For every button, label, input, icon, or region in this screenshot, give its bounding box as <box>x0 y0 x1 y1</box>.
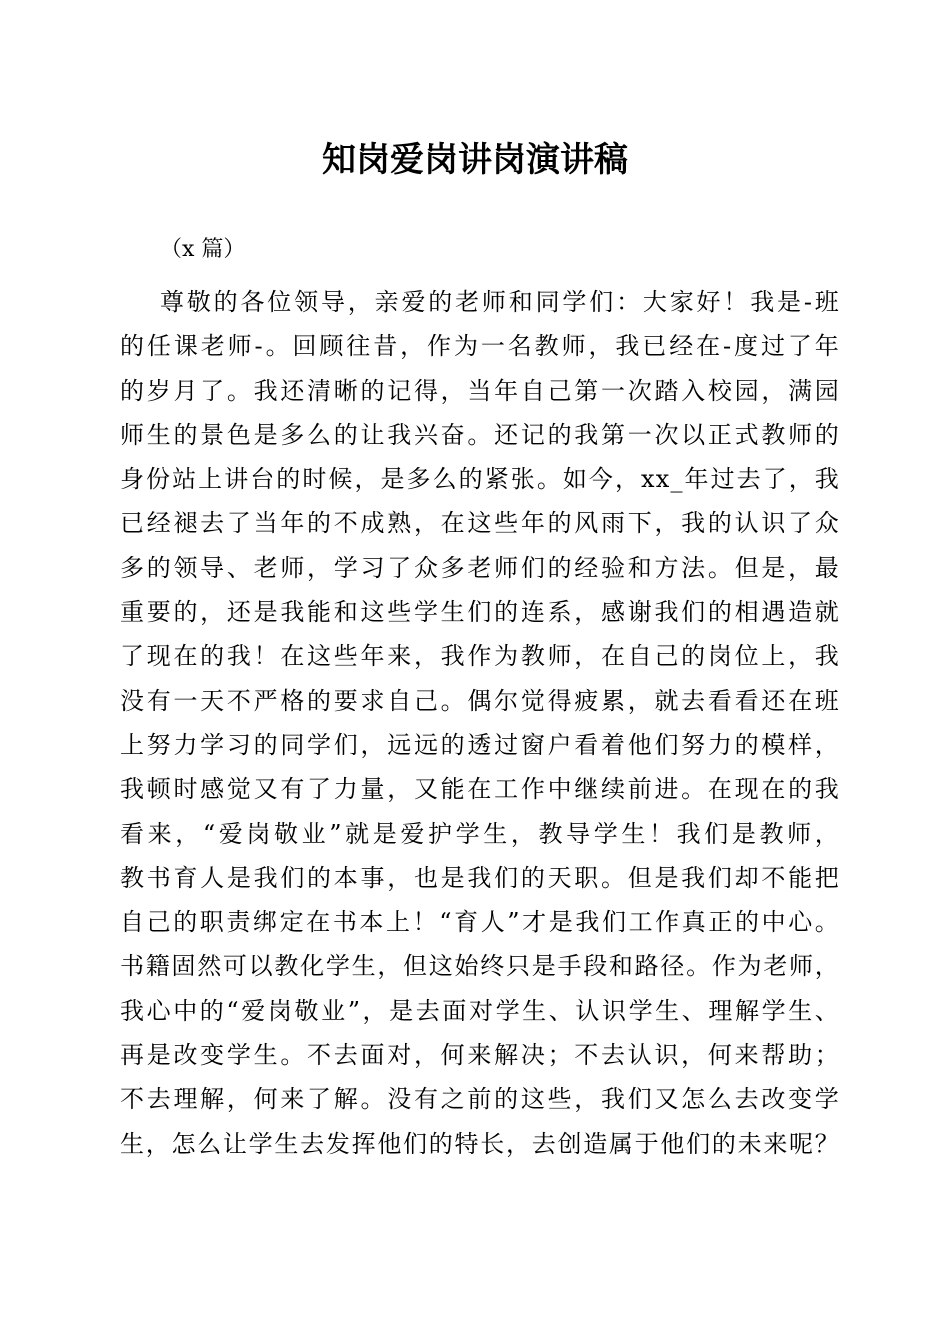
text-line: 已经褪去了当年的不成熟，在这些年的风雨下，我的认识了众 <box>120 509 840 538</box>
text-line: 尊敬的各位领导，亲爱的老师和同学们：大家好！我是-班 <box>160 288 840 316</box>
subtitle: （x 篇） <box>160 237 246 262</box>
text-line: 重要的，还是我能和这些学生们的连系，感谢我们的相遇造就 <box>120 598 840 627</box>
text-line: 再是改变学生。不去面对，何来解决；不去认识，何来帮助； <box>120 1041 840 1070</box>
text-line: 我顿时感觉又有了力量，又能在工作中继续前进。在现在的我 <box>120 775 840 804</box>
text-line: 没有一天不严格的要求自己。偶尔觉得疲累，就去看看还在班 <box>120 686 840 715</box>
text-line: 看来，“爱岗敬业”就是爱护学生，教导学生！我们是教师， <box>120 819 840 848</box>
text-line: 了现在的我！在这些年来，我作为教师，在自己的岗位上，我 <box>120 642 840 671</box>
text-line: 上努力学习的同学们，远远的透过窗户看着他们努力的模样， <box>120 730 840 759</box>
text-line: 书籍固然可以教化学生，但这始终只是手段和路径。作为老师， <box>120 952 840 981</box>
page-title: 知岗爱岗讲岗演讲稿 <box>322 140 628 180</box>
text-line: 的任课老师-。回顾往昔，作为一名教师，我已经在-度过了年 <box>120 332 840 361</box>
text-line: 的岁月了。我还清晰的记得，当年自己第一次踏入校园，满园 <box>120 376 840 405</box>
text-line: 教书育人是我们的本事，也是我们的天职。但是我们却不能把 <box>120 863 840 892</box>
text-line: 自己的职责绑定在书本上！“育人”才是我们工作真正的中心。 <box>120 908 840 937</box>
text-line: 多的领导、老师，学习了众多老师们的经验和方法。但是，最 <box>120 553 840 582</box>
text-line: 师生的景色是多么的让我兴奋。还记的我第一次以正式教师的 <box>120 420 840 449</box>
text-line: 生，怎么让学生去发挥他们的特长，去创造属于他们的未来呢？ <box>120 1129 840 1158</box>
text-line: 身份站上讲台的时候，是多么的紧张。如今，xx_年过去了，我 <box>120 465 840 494</box>
body-paragraph <box>120 280 840 1166</box>
text-line: 不去理解，何来了解。没有之前的这些，我们又怎么去改变学 <box>120 1085 840 1114</box>
text-line: 我心中的“爱岗敬业”，是去面对学生、认识学生、理解学生、 <box>120 996 840 1025</box>
